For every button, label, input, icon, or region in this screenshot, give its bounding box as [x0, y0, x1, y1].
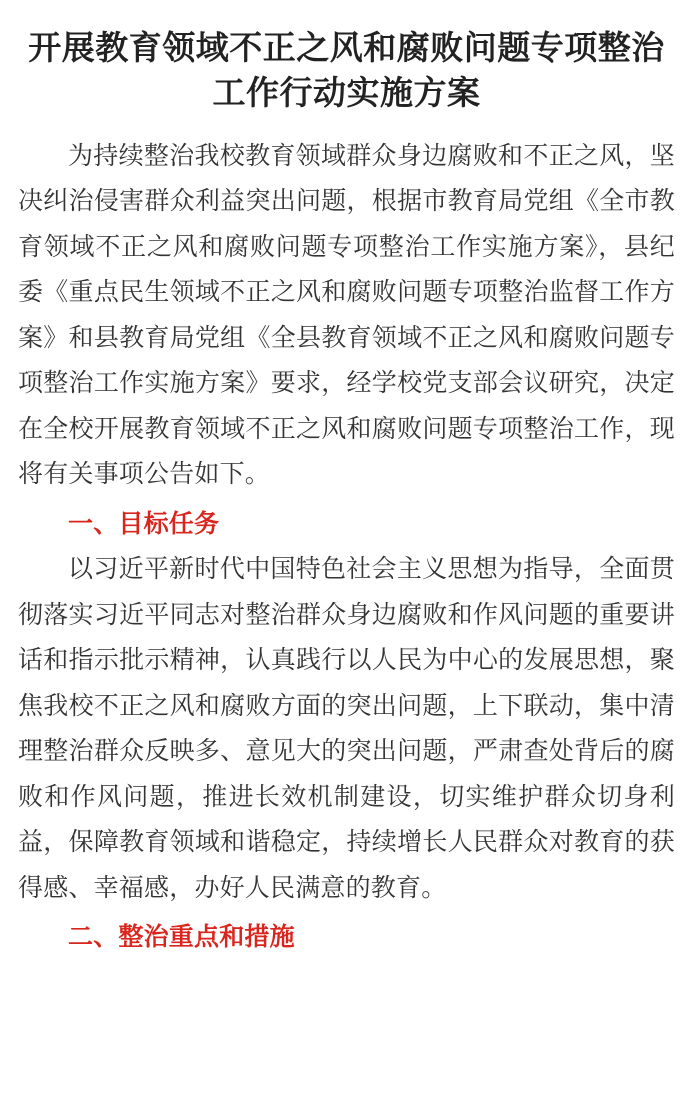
intro-paragraph: 为持续整治我校教育领域群众身边腐败和不正之风，坚决纠治侵害群众利益突出问题，根据市教育局党组《全市教育领域不正之风和腐败问题专项整治工作实施方案》，县纪委《重点民生领域不正之风和腐败问题专项整治监督工作方案》和县教育局党组《全县教育领域不正之风和腐败问题专项整治工作实施方案》要求，经学校党支部会议研究，决定在全校开展教育领域不正之风和腐败问题专项整治工作，现将有关事项公告如下。: [18, 141, 675, 489]
page-title: 开展教育领域不正之风和腐败问题专项整治工作行动实施方案: [28, 29, 665, 111]
section-1-paragraph: 以习近平新时代中国特色社会主义思想为指导，全面贯彻落实习近平同志对整治群众身边腐败和作风问题的重要讲话和指示批示精神，认真践行以人民为中心的发展思想，聚焦我校不正之风和腐败方面的突出问题，上下联动，集中清理整治群众反映多、意见大的突出问题，严肃查处背后的腐败和作风问题，推进长效机制建设，切实维护群众切身利益，保障教育领域和谐稳定，持续增长人民群众对教育的获得感、幸福感，办好人民满意的教育。: [18, 555, 675, 902]
section-heading-1: 一、目标任务: [68, 509, 220, 538]
section-heading-2: 二、整治重点和措施: [68, 923, 295, 952]
